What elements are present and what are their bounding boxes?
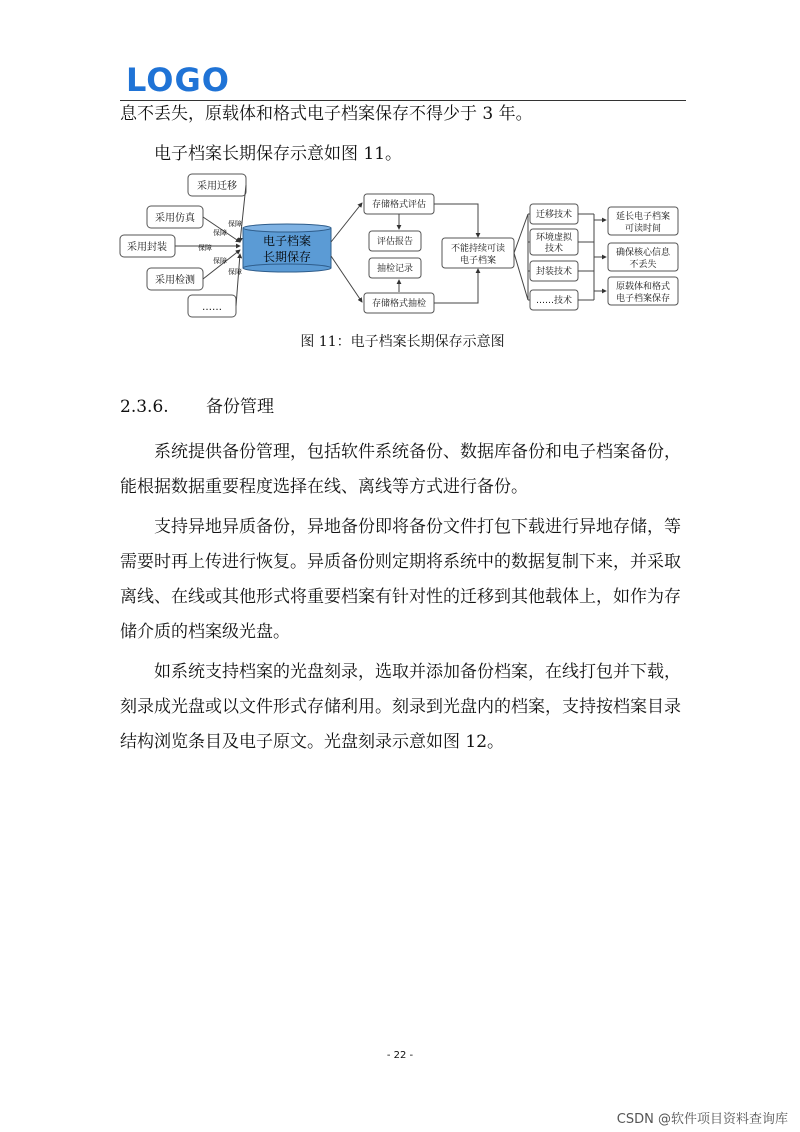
result-label: 原载体和格式 [615,282,671,292]
left-box-encapsulation-label: 采用封装 [127,242,167,253]
unreadable-label-1: 不能持续可读 [450,244,506,254]
result-label: 确保核心信息 [615,248,671,258]
page-number: - 22 - [386,1050,414,1061]
result-label: 延长电子档案 [615,212,671,222]
paragraph-continuation: 息不丢失，原载体和格式电子档案保存不得少于 3 年。 [120,104,533,124]
unreadable-label-2: 电子档案 [459,256,497,266]
paragraph-backup-overview: 系统提供备份管理，包括软件系统备份、数据库备份和电子档案备份，能根据数据重要程度选择在线、离线等方式进行备份。 [120,442,681,497]
tech-label: 环境虚拟 [535,233,573,243]
tech-label: 迁移技术 [535,210,573,220]
sampling-record-label: 抽检记录 [376,264,414,274]
left-box-simulation-label: 采用仿真 [155,213,195,224]
paragraph-figure-intro: 电子档案长期保存示意如图 11。 [154,144,403,164]
guarantee-label: 保障 [213,229,227,237]
logo: LOGO [126,61,230,99]
format-sampling-label: 存储格式抽检 [371,299,427,309]
center-archive-cylinder [243,224,331,272]
section-heading [120,392,274,417]
guarantee-label: 保障 [213,257,227,265]
result-label: 可读时间 [624,224,662,234]
section-title: 备份管理 [206,397,274,417]
figure-caption: 图 11：电子档案长期保存示意图 [300,334,505,350]
result-label: 电子档案保存 [615,294,671,304]
left-box-more-label: …… [202,302,222,313]
paragraph-offsite-backup: 支持异地异质备份，异地备份即将备份文件打包下载进行异地存储，等需要时再上传进行恢复。异质备份则定期将系统中的数据复制下来，并采取离线、在线或其他形式将重要档案有针对性的迁移到其他载体上，如作为存储介质的档案级光盘。 [120,517,681,642]
guarantee-label: 保障 [198,244,212,252]
result-label: 不丢失 [629,260,657,270]
center-label-1: 电子档案 [262,234,312,248]
format-evaluation-label: 存储格式评估 [371,200,427,210]
center-label-2: 长期保存 [262,250,312,264]
section-number: 2.3.6. [120,397,169,417]
guarantee-label: 保障 [228,268,242,276]
tech-label: ……技术 [535,296,573,306]
left-box-migration-label: 采用迁移 [197,181,237,192]
tech-label: 技术 [544,244,564,254]
evaluation-report-label: 评估报告 [376,237,414,247]
tech-label: 封装技术 [535,267,573,277]
paragraph-disc-burning: 如系统支持档案的光盘刻录，选取并添加备份档案，在线打包并下载，刻录成光盘或以文件形式存储利用。刻录到光盘内的档案，支持按档案目录结构浏览条目及电子原文。光盘刻录示意如图 12。 [120,662,681,752]
long-term-preservation-diagram [110,170,690,325]
guarantee-label: 保障 [228,220,242,228]
watermark: CSDN @软件项目资料查询库 [616,1112,788,1127]
left-box-detection-label: 采用检测 [155,275,195,286]
